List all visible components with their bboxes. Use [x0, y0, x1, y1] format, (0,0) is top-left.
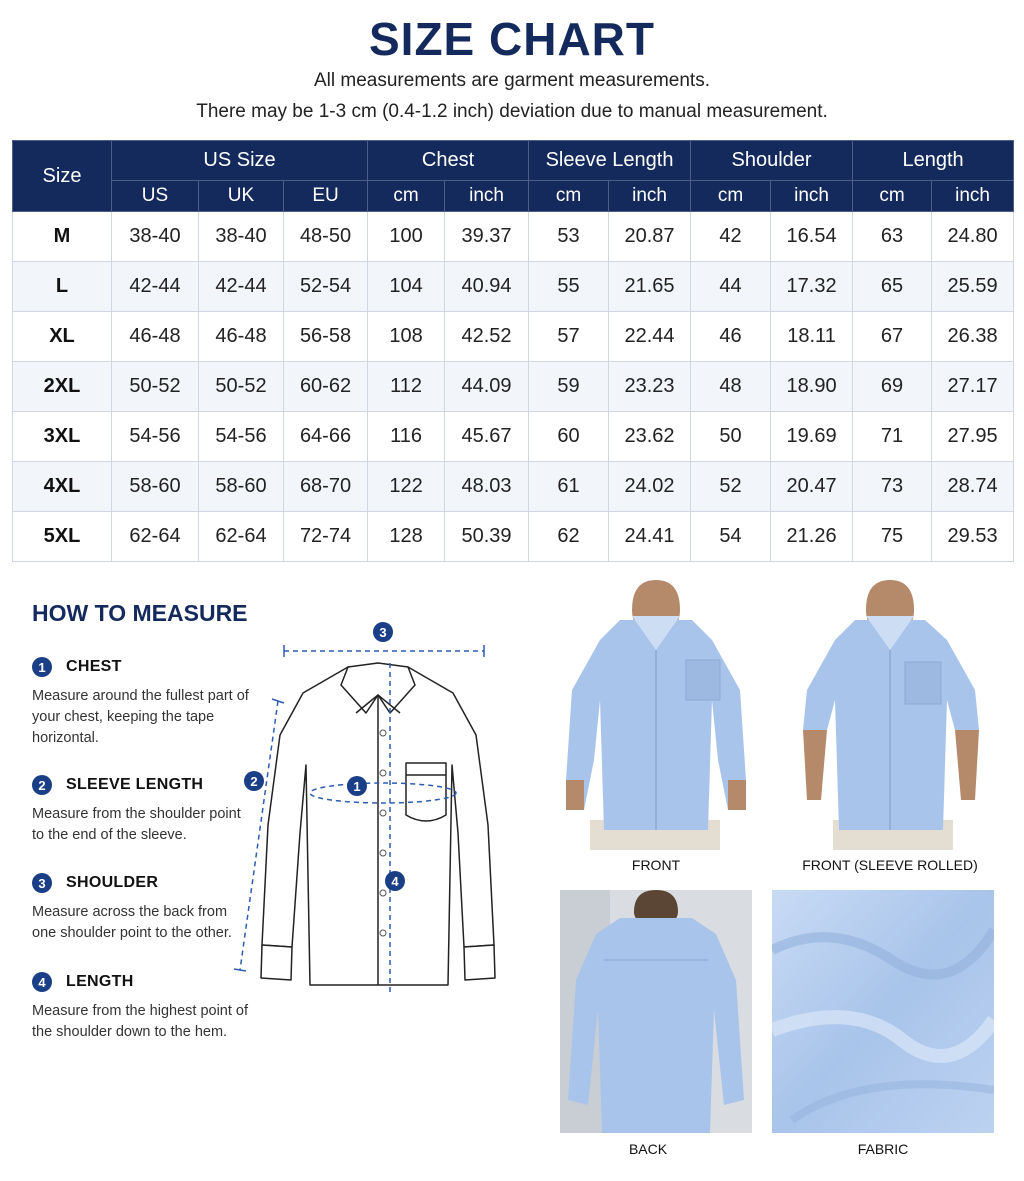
unit-subheader: UK — [199, 181, 284, 212]
unit-subheader: cm — [853, 181, 932, 212]
measurement-cell: 17.32 — [771, 262, 853, 312]
unit-subheader: inch — [932, 181, 1014, 212]
measurement-cell: 73 — [853, 462, 932, 512]
measurement-cell: 24.41 — [609, 512, 691, 562]
measurement-cell: 55 — [529, 262, 609, 312]
caption-front-sleeve-rolled: FRONT (SLEEVE ROLLED) — [802, 857, 978, 873]
unit-subheader: inch — [609, 181, 691, 212]
measurement-cell: 68-70 — [284, 462, 368, 512]
measurement-cell: 56-58 — [284, 312, 368, 362]
step-name: SHOULDER — [66, 874, 159, 891]
size-cell: 4XL — [13, 462, 112, 512]
measurement-cell: 39.37 — [445, 212, 529, 262]
measurement-cell: 20.47 — [771, 462, 853, 512]
measurement-cell: 64-66 — [284, 412, 368, 462]
measurement-cell: 71 — [853, 412, 932, 462]
measurement-cell: 50.39 — [445, 512, 529, 562]
size-cell: M — [13, 212, 112, 262]
measurement-cell: 52 — [691, 462, 771, 512]
measurement-cell: 58-60 — [112, 462, 199, 512]
svg-text:2: 2 — [250, 774, 258, 789]
measurement-cell: 53 — [529, 212, 609, 262]
group-header-chest: Chest — [368, 141, 529, 181]
group-header-us-size: US Size — [112, 141, 368, 181]
measurement-cell: 45.67 — [445, 412, 529, 462]
measurement-cell: 38-40 — [199, 212, 284, 262]
step-number-badge: 1 — [32, 657, 52, 677]
measurement-cell: 48.03 — [445, 462, 529, 512]
page-title: SIZE CHART — [369, 13, 655, 65]
measurement-cell: 59 — [529, 362, 609, 412]
measurement-cell: 38-40 — [112, 212, 199, 262]
size-cell: XL — [13, 312, 112, 362]
measurement-cell: 24.02 — [609, 462, 691, 512]
measurement-cell: 19.69 — [771, 412, 853, 462]
unit-subheader: EU — [284, 181, 368, 212]
shirt-measurement-diagram — [228, 615, 528, 1005]
measurement-cell: 48 — [691, 362, 771, 412]
measurement-cell: 50-52 — [199, 362, 284, 412]
unit-subheader: inch — [445, 181, 529, 212]
measurement-cell: 22.44 — [609, 312, 691, 362]
step-number-badge: 3 — [32, 873, 52, 893]
unit-subheader: cm — [529, 181, 609, 212]
unit-subheader: cm — [368, 181, 445, 212]
measurement-cell: 42-44 — [199, 262, 284, 312]
measurement-cell: 57 — [529, 312, 609, 362]
measurement-cell: 42 — [691, 212, 771, 262]
measurement-cell: 28.74 — [932, 462, 1014, 512]
subtitle-deviation-note: There may be 1-3 cm (0.4-1.2 inch) deviation due to manual measurement. — [196, 101, 828, 122]
marker-1-icon — [347, 776, 367, 796]
measurement-cell: 27.17 — [932, 362, 1014, 412]
table-row — [13, 412, 1014, 462]
measurement-cell: 122 — [368, 462, 445, 512]
measurement-cell: 69 — [853, 362, 932, 412]
measurement-cell: 23.62 — [609, 412, 691, 462]
unit-subheader: US — [112, 181, 199, 212]
unit-subheader: cm — [691, 181, 771, 212]
size-column-header: Size — [13, 141, 112, 212]
step-number-badge: 2 — [32, 775, 52, 795]
measurement-cell: 44 — [691, 262, 771, 312]
table-row — [13, 312, 1014, 362]
measurement-cell: 21.26 — [771, 512, 853, 562]
measurement-cell: 112 — [368, 362, 445, 412]
measurement-cell: 42-44 — [112, 262, 199, 312]
measurement-cell: 60-62 — [284, 362, 368, 412]
measurement-cell: 61 — [529, 462, 609, 512]
measurement-cell: 50-52 — [112, 362, 199, 412]
measurement-cell: 21.65 — [609, 262, 691, 312]
table-row — [13, 462, 1014, 512]
marker-4-icon — [385, 871, 405, 891]
measurement-cell: 62 — [529, 512, 609, 562]
group-header-length: Length — [853, 141, 1014, 181]
measurement-cell: 104 — [368, 262, 445, 312]
measurement-cell: 27.95 — [932, 412, 1014, 462]
measurement-cell: 100 — [368, 212, 445, 262]
step-description: Measure from the highest point of the shoulder down to the hem. — [32, 1003, 249, 1040]
measurement-cell: 16.54 — [771, 212, 853, 262]
step-description: Measure from the shoulder point to the end of the sleeve. — [32, 806, 241, 843]
caption-back: BACK — [628, 1141, 668, 1157]
table-row — [13, 262, 1014, 312]
photo-fabric — [772, 890, 994, 1133]
size-cell: 2XL — [13, 362, 112, 412]
shirt-outline-icon — [261, 663, 495, 985]
measure-step-chest — [32, 657, 252, 749]
measurement-cell: 128 — [368, 512, 445, 562]
caption-front: FRONT — [631, 857, 681, 873]
measurement-cell: 116 — [368, 412, 445, 462]
step-name: SLEEVE LENGTH — [66, 776, 204, 793]
table-row — [13, 212, 1014, 262]
measure-step-length — [32, 972, 252, 1043]
measurement-cell: 52-54 — [284, 262, 368, 312]
measurement-cell: 58-60 — [199, 462, 284, 512]
measurement-cell: 26.38 — [932, 312, 1014, 362]
measurement-cell: 108 — [368, 312, 445, 362]
step-description: Measure across the back from one shoulder point to the other. — [32, 904, 232, 941]
step-number-badge: 4 — [32, 972, 52, 992]
measurement-cell: 42.52 — [445, 312, 529, 362]
step-name: CHEST — [66, 658, 122, 675]
measurement-cell: 60 — [529, 412, 609, 462]
photo-front-sleeve-rolled — [793, 580, 987, 850]
measurement-cell: 20.87 — [609, 212, 691, 262]
measurement-cell: 65 — [853, 262, 932, 312]
svg-text:4: 4 — [391, 874, 399, 889]
unit-subheader: inch — [771, 181, 853, 212]
measurement-cell: 75 — [853, 512, 932, 562]
svg-text:3: 3 — [379, 625, 387, 640]
measurement-cell: 48-50 — [284, 212, 368, 262]
step-name: LENGTH — [66, 973, 134, 990]
measure-step-sleeve-length — [32, 775, 252, 846]
measurement-cell: 46-48 — [112, 312, 199, 362]
measurement-cell: 72-74 — [284, 512, 368, 562]
group-header-sleeve-length: Sleeve Length — [529, 141, 691, 181]
measurement-cell: 62-64 — [199, 512, 284, 562]
measurement-cell: 40.94 — [445, 262, 529, 312]
measurement-cell: 67 — [853, 312, 932, 362]
measurement-cell: 23.23 — [609, 362, 691, 412]
photo-front — [560, 580, 752, 850]
photo-back — [560, 890, 752, 1133]
measurement-cell: 18.11 — [771, 312, 853, 362]
marker-3-icon — [373, 622, 393, 642]
measurement-cell: 25.59 — [932, 262, 1014, 312]
table-row — [13, 512, 1014, 562]
measurement-cell: 18.90 — [771, 362, 853, 412]
table-row — [13, 362, 1014, 412]
size-chart-table — [12, 140, 1014, 562]
measurement-cell: 54 — [691, 512, 771, 562]
measurement-cell: 54-56 — [199, 412, 284, 462]
step-description: Measure around the fullest part of your chest, keeping the tape horizontal. — [32, 688, 249, 746]
measurement-cell: 62-64 — [112, 512, 199, 562]
subtitle-garment-note: All measurements are garment measurements. — [314, 70, 710, 91]
measurement-cell: 63 — [853, 212, 932, 262]
caption-fabric: FABRIC — [857, 1141, 909, 1157]
size-cell: 5XL — [13, 512, 112, 562]
group-header-shoulder: Shoulder — [691, 141, 853, 181]
measurement-cell: 29.53 — [932, 512, 1014, 562]
how-to-measure-title: HOW TO MEASURE — [32, 600, 248, 626]
marker-2-icon — [244, 771, 264, 791]
size-cell: 3XL — [13, 412, 112, 462]
measurement-cell: 44.09 — [445, 362, 529, 412]
size-cell: L — [13, 262, 112, 312]
measurement-cell: 46 — [691, 312, 771, 362]
svg-text:1: 1 — [353, 779, 361, 794]
measurement-cell: 24.80 — [932, 212, 1014, 262]
measure-step-shoulder — [32, 873, 252, 944]
measurement-cell: 54-56 — [112, 412, 199, 462]
measurement-cell: 50 — [691, 412, 771, 462]
measurement-cell: 46-48 — [199, 312, 284, 362]
